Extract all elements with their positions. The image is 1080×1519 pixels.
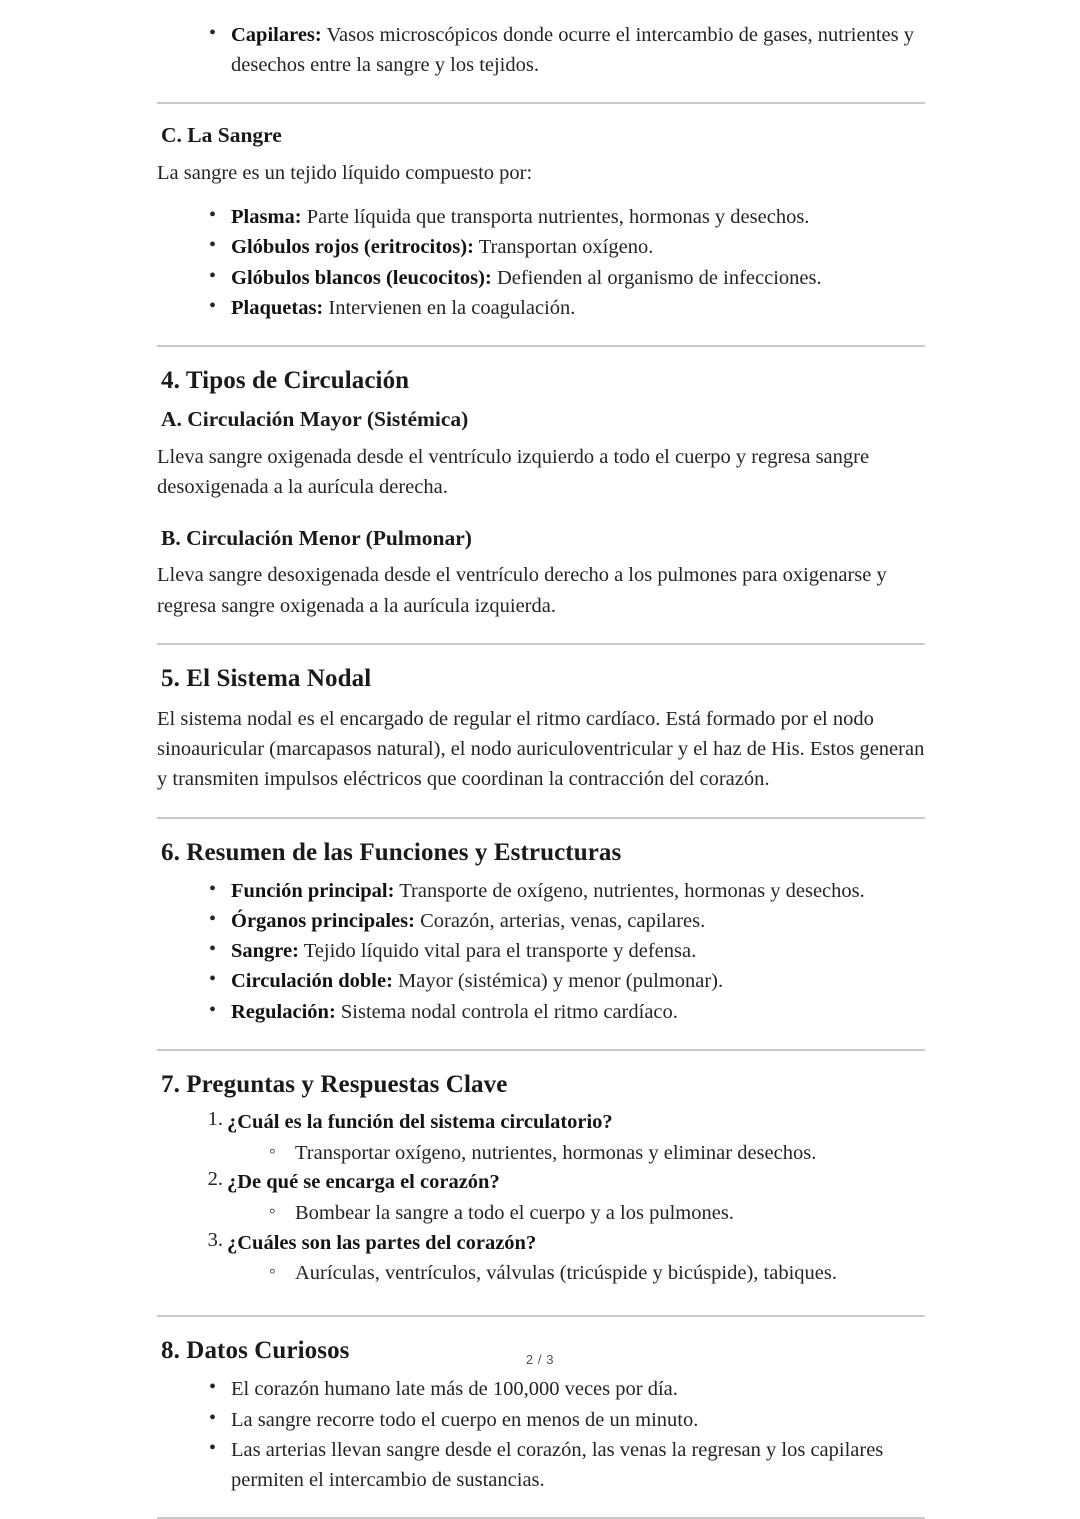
datos-curiosos-list [157, 1374, 925, 1495]
bullet-body-text: Sistema nodal controla el ritmo cardíaco. [335, 1000, 678, 1023]
blood-components-list [157, 202, 925, 323]
bullet-body-text: Parte líquida que transporta nutrientes, hormonas y desechos. [301, 206, 810, 229]
list-item [199, 1229, 925, 1289]
bullet-lead-term: Plasma: [231, 206, 302, 229]
list-item: • La sangre recorre todo el cuerpo en menos de un minuto. [209, 1405, 925, 1435]
bullet-lead-term: Circulación doble: [231, 970, 393, 993]
heading-section-4: 4. Tipos de Circulación [161, 366, 410, 394]
list-item: ◦ Bombear la sangre a todo el cuerpo y a los pulmones. [269, 1198, 925, 1229]
list-item: ◦ Aurículas, ventrículos, válvulas (tricúspide y bicúspide), tabiques. [269, 1258, 925, 1289]
heading-section-5: 5. El Sistema Nodal [161, 664, 372, 692]
list-item [209, 202, 925, 232]
question-text: ¿Cuál es la función del sistema circulatorio? [227, 1111, 613, 1134]
list-item [209, 232, 925, 262]
bullet-lead-term: Plaquetas: [231, 296, 324, 319]
heading-4b-circulacion-menor: B. Circulación Menor (Pulmonar) [161, 525, 472, 550]
page-content [157, 0, 925, 1519]
heading-section-8: 8. Datos Curiosos [161, 1336, 350, 1364]
resumen-list [157, 876, 925, 1027]
bullet-lead-term: Sangre: [231, 940, 299, 963]
paragraph-circulacion-mayor: Lleva sangre oxigenada desde el ventrículo izquierdo a todo el cuerpo y regresa sangre desoxigenada a la aurícula derecha. [157, 446, 870, 499]
paragraph-sangre-intro: La sangre es un tejido líquido compuesto por: [157, 162, 533, 185]
answer-list [227, 1258, 925, 1289]
bullet-lead-term: Glóbulos blancos (leucocitos): [231, 266, 492, 289]
paragraph-sistema-nodal: El sistema nodal es el encargado de regular el ritmo cardíaco. Está formado por el nodo sinoauricular (marcapasos natural), el nodo auriculoventricular y el haz de His. Estos generan y transmiten impulsos eléctricos que coordinan la contracción del corazón. [157, 708, 925, 791]
bullet-lead-term: Órganos principales: [231, 910, 415, 933]
question-text: ¿De qué se encarga el corazón? [227, 1171, 500, 1194]
heading-section-6: 6. Resumen de las Funciones y Estructuras [161, 838, 622, 866]
bullet-body-text: Defienden al organismo de infecciones. [491, 266, 822, 289]
paragraph-circulacion-menor: Lleva sangre desoxigenada desde el ventrículo derecho a los pulmones para oxigenarse y regresa sangre oxigenada a la aurícula izquierda. [157, 564, 887, 617]
list-item [199, 1108, 925, 1168]
list-item [209, 263, 925, 293]
bullet-body-text: Transportan oxígeno. [473, 236, 654, 259]
heading-c-la-sangre: C. La Sangre [161, 123, 282, 148]
list-item [209, 997, 925, 1027]
bullet-body-text: Intervienen en la coagulación. [323, 296, 576, 319]
heading-section-7: 7. Preguntas y Respuestas Clave [161, 1070, 508, 1098]
list-item [209, 936, 925, 966]
list-item [209, 966, 925, 996]
list-item [199, 1168, 925, 1228]
list-item: ◦ Transportar oxígeno, nutrientes, hormonas y eliminar desechos. [269, 1138, 925, 1169]
bullet-lead-term: Capilares: [231, 24, 322, 46]
list-item [209, 906, 925, 936]
list-item: • Las arterias llevan sangre desde el corazón, las venas la regresan y los capilares permiten el intercambio de sustancias. [209, 1435, 925, 1495]
questions-list [157, 1108, 925, 1289]
bullet-body-text: Transporte de oxígeno, nutrientes, hormonas y desechos. [394, 880, 865, 903]
bullet-lead-term: Función principal: [231, 880, 395, 903]
bullet-body-text: Mayor (sistémica) y menor (pulmonar). [392, 970, 724, 993]
carryover-bullet-list [157, 20, 925, 80]
bullet-body-text: Vasos microscópicos donde ocurre el intercambio de gases, nutrientes y desechos entre la sangre y los tejidos. [231, 24, 914, 77]
answer-list [227, 1198, 925, 1229]
bullet-lead-term: Glóbulos rojos (eritrocitos): [231, 236, 474, 259]
list-item [209, 20, 925, 80]
heading-4a-circulacion-mayor: A. Circulación Mayor (Sistémica) [161, 407, 469, 432]
page-number: 2 / 3 [525, 1352, 555, 1367]
list-item [209, 293, 925, 323]
bullet-body-text: Tejido líquido vital para el transporte y defensa. [298, 940, 697, 963]
list-item: • El corazón humano late más de 100,000 veces por día. [209, 1374, 925, 1404]
question-text: ¿Cuáles son las partes del corazón? [227, 1231, 537, 1254]
answer-list [227, 1138, 925, 1169]
bullet-body-text: Corazón, arterias, venas, capilares. [414, 910, 706, 933]
bullet-lead-term: Regulación: [231, 1000, 336, 1023]
list-item [209, 876, 925, 906]
